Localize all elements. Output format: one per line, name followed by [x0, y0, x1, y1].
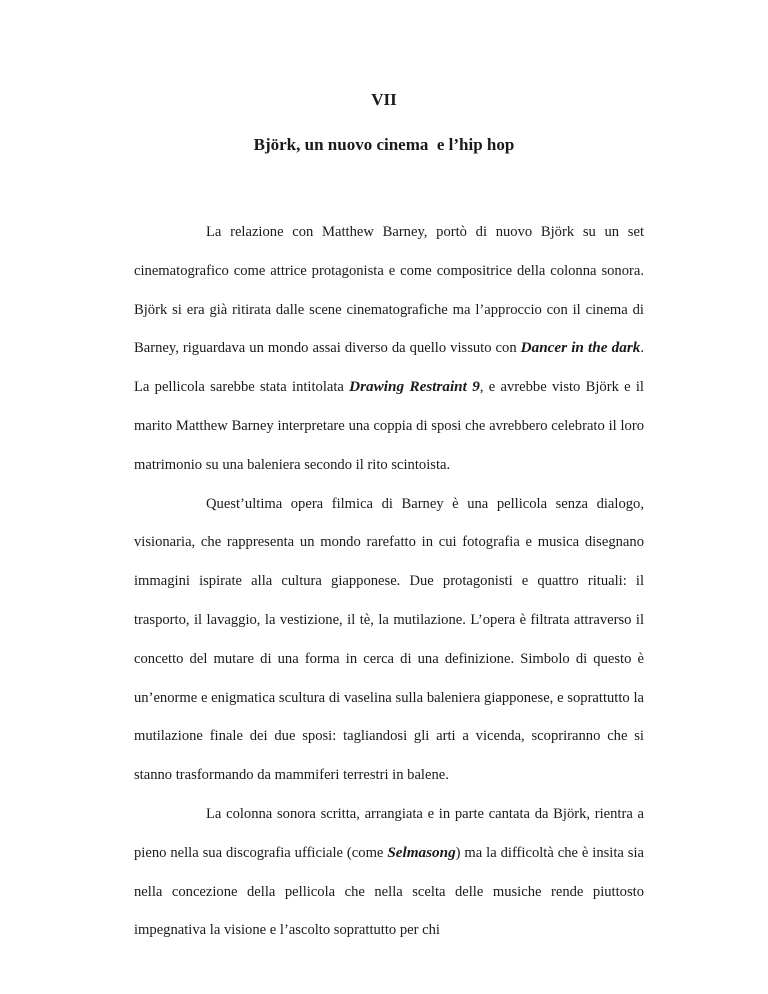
- paragraph-1-text-c: , e avrebbe visto Björk e il marito Matthew Barney interpretare una coppia di sposi che avrebbero celebrato il loro matrimonio su una baleniera secondo il rito scintoista.: [134, 379, 644, 473]
- film-title-drawing-restraint-9: Drawing Restraint 9: [349, 378, 480, 396]
- paragraph-1-text-a: La relazione con Matthew Barney, portò di nuovo Björk su un set cinematografico come attrice protagonista e come compositrice della colonna sonora. Björk si era già ritirata dalle scene cinematografiche ma l’approccio con il cinema di Barney, riguardava un mondo assai diverso da quello vissuto con: [134, 224, 644, 357]
- body-text: [134, 213, 644, 950]
- paragraph-3-text-b: ) ma la difficoltà che è insita sia nella concezione della pellicola che nella scelta delle musiche rende piuttosto impegnativa la visione e l’ascolto soprattutto per chi: [134, 844, 644, 939]
- paragraph-1: [134, 213, 644, 485]
- paragraph-1-text-b: . La pellicola sarebbe stata intitolata: [134, 340, 644, 396]
- paragraph-2-text: Quest’ultima opera filmica di Barney è una pellicola senza dialogo, visionaria, che rappresenta un mondo rarefatto in cui fotografia e musica disegnano immagini ispirate alla cultura giapponese. Due protagonisti e quattro rituali: il trasporto, il lavaggio, la vestizione, il tè, la mutilazione. L’opera è filtrata attraverso il concetto del mutare di una forma in cerca di una definizione. Simbolo di questo è un’enorme e enigmatica scultura di vaselina sulla baleniera giapponese, e soprattutto la mutilazione finale dei due sposi: tagliandosi gli arti a vicenda, scopriranno che si stanno trasformando da mammiferi terrestri in balene.: [134, 495, 644, 784]
- song-title-selmasong: Selmasong: [387, 843, 456, 861]
- paragraph-3-text-a: La colonna sonora scritta, arrangiata e in parte cantata da Björk, rientra a pieno nella sua discografia ufficiale (come: [134, 805, 644, 861]
- paragraph-2: [134, 485, 644, 795]
- chapter-number: VII: [371, 90, 397, 109]
- paragraph-3: [134, 795, 644, 950]
- film-title-dancer-in-the-dark: Dancer in the dark: [520, 339, 641, 357]
- chapter-title: Björk, un nuovo cinema e l’hip hop: [253, 135, 515, 154]
